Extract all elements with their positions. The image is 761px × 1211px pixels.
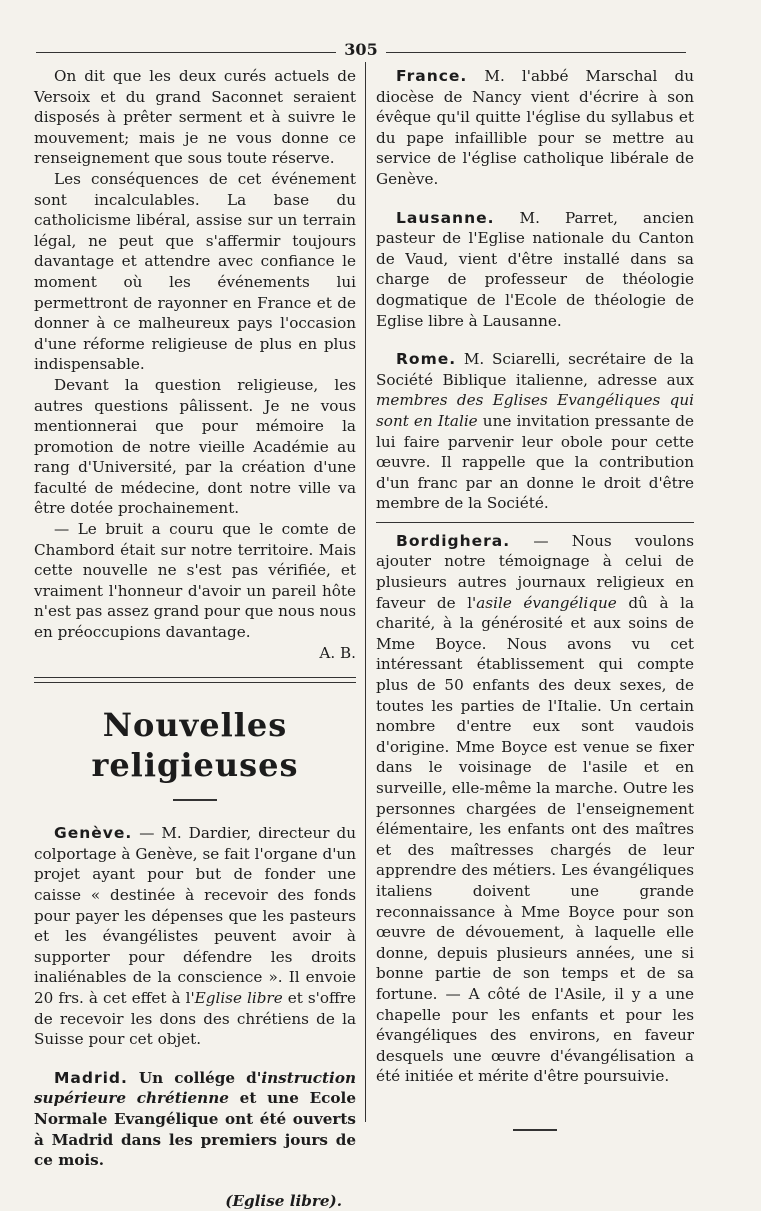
place-france: France. xyxy=(396,67,468,85)
bordighera-text-end: dû à la charité, à la générosité et aux soins de Mme Boyce. Nous avons vu cet intéressant établissement qui compte plus de 50 enfants des deux sexes, de toutes les parties de l'Italie. Un certain nombre d'entre eux sont vaudois d'origine. Mme Boyce est venue se fixer dans le voisinage de l'asile et en surveille, elle-même la marche. Outre les personnes chargées de l'enseignement élémentaire, les enfants ont des maîtres et des maîtresses chargés de leur apprendre des métiers. Les évangéliques italiens doivent une grande reconnaissance à Mme Boyce pour son œuvre de dévouement, à laquelle elle donne, depuis plusieurs années, une si bonne partie de son temps et de sa fortune. — A côté de l'Asile, il y a une chapelle pour les enfants et pour les évangéliques des environs, en faveur desquels une œuvre d'évangélisation a été initiée et mérite d'être poursuivie. xyxy=(376,593,695,1086)
end-rule xyxy=(513,1129,557,1131)
place-bordighera: Bordighera. xyxy=(396,531,511,550)
header-rule-right xyxy=(386,52,686,53)
geneve-journal: Eglise libre xyxy=(194,988,283,1007)
paragraph-consequences: Les conséquences de cet événement sont incalculables. La base du catholicisme libéral, assise sur un terrain légal, ne peut que s'affermir toujours davantage et attendre avec confiance le moment où les événements lui permettront de rayonner en France et de donner à ce malheureux pays l'occasion d'une réforme religieuse de plus en plus indispensable. xyxy=(34,169,356,374)
article-france xyxy=(376,66,694,190)
madrid-emphasis: instruction supérieure chrétienne xyxy=(34,1068,356,1108)
source-citation: (Eglise libre). xyxy=(225,1191,342,1210)
paragraph-cures: On dit que les deux curés actuels de Versoix et du grand Saconnet seraient disposés à prêter serment et à suivre le mouvement; mais je ne vous donne ce renseignement que sous toute réserve. xyxy=(34,67,356,168)
column-divider xyxy=(365,62,366,1122)
left-column xyxy=(34,66,356,1211)
place-madrid: Madrid. xyxy=(54,1068,128,1087)
section-separator xyxy=(34,677,356,683)
section-title: Nouvelles religieuses xyxy=(91,706,299,785)
geneve-text-end: et s'offre de recevoir les dons des chrétiens de la Suisse pour cet objet. xyxy=(34,988,356,1049)
right-column xyxy=(376,66,694,1131)
page-number: 305 xyxy=(344,40,378,59)
rome-text-end: une invitation pressante de lui faire parvenir leur obole pour cette œuvre. Il rappelle que la contribution d'un franc par an donne le droit d'être membre de la Société. xyxy=(376,411,694,513)
article-rome xyxy=(376,349,694,514)
article-geneve xyxy=(34,823,356,1050)
madrid-text: Un collége d' xyxy=(127,1068,262,1087)
signature: A. B. xyxy=(319,643,356,662)
rome-text: M. Sciarelli, secrétaire de la Société Biblique italienne, adresse aux xyxy=(376,350,694,389)
paragraph-question-religieuse: Devant la question religieuse, les autres questions pâlissent. Je ne vous mentionnerai que pour mémoire la promotion de notre vieille Académie au rang d'Université, par la création d'une faculté de médecine, dont notre ville va être dotée prochainement. xyxy=(34,375,356,518)
place-lausanne: Lausanne. xyxy=(396,208,495,227)
geneve-text: — M. Dardier, directeur du colportage à Genève, se fait l'organe d'un projet ayant pour but de fonder une caisse « destinée à recevoir des fonds pour payer les dépenses que les pasteurs et les évangélistes peuvent avoir à supporter pour défendre les droits inaliénables de la conscience ». Il envoie 20 frs. à cet effet à l' xyxy=(34,824,356,1007)
header-rule-left xyxy=(36,52,336,53)
paragraph-comte-chambord: — Le bruit a couru que le comte de Chambord était sur notre territoire. Mais cette nouvelle ne s'est pas vérifiée, et vraiment l'honneur d'avoir un pareil hôte n'est pas assez grand pour que nous nous en préoccupions davantage. xyxy=(34,520,356,642)
place-rome: Rome. xyxy=(396,350,457,369)
france-text: M. l'abbé Marschal du diocèse de Nancy vient d'écrire à son évêque qu'il quitte l'église du syllabus et du pape infaillible pour se mettre au service de l'église catholique libérale de Genève. xyxy=(376,67,694,188)
article-madrid xyxy=(34,1068,356,1171)
page-header xyxy=(36,40,686,60)
article-lausanne xyxy=(376,208,694,332)
bordighera-emphasis: asile évangélique xyxy=(476,593,617,612)
rome-emphasis: membres des Eglises Evangéliques qui sont en Italie xyxy=(376,391,694,430)
title-rule xyxy=(173,799,217,801)
article-bordighera xyxy=(376,531,694,1087)
place-geneve: Genève. xyxy=(54,824,133,843)
lausanne-text: M. Parret, ancien pasteur de l'Eglise nationale du Canton de Vaud, vient d'être installé dans sa charge de professeur de théologie dogmatique de l'Ecole de théologie de Eglise libre à Lausanne. xyxy=(376,208,694,330)
bordighera-text: — Nous voulons ajouter notre témoignage à celui de plusieurs autres journaux religieux en faveur de l' xyxy=(376,531,694,612)
madrid-text-end: et une Ecole Normale Evangélique ont été ouverts à Madrid dans les premiers jours de ce mois. xyxy=(34,1089,356,1170)
